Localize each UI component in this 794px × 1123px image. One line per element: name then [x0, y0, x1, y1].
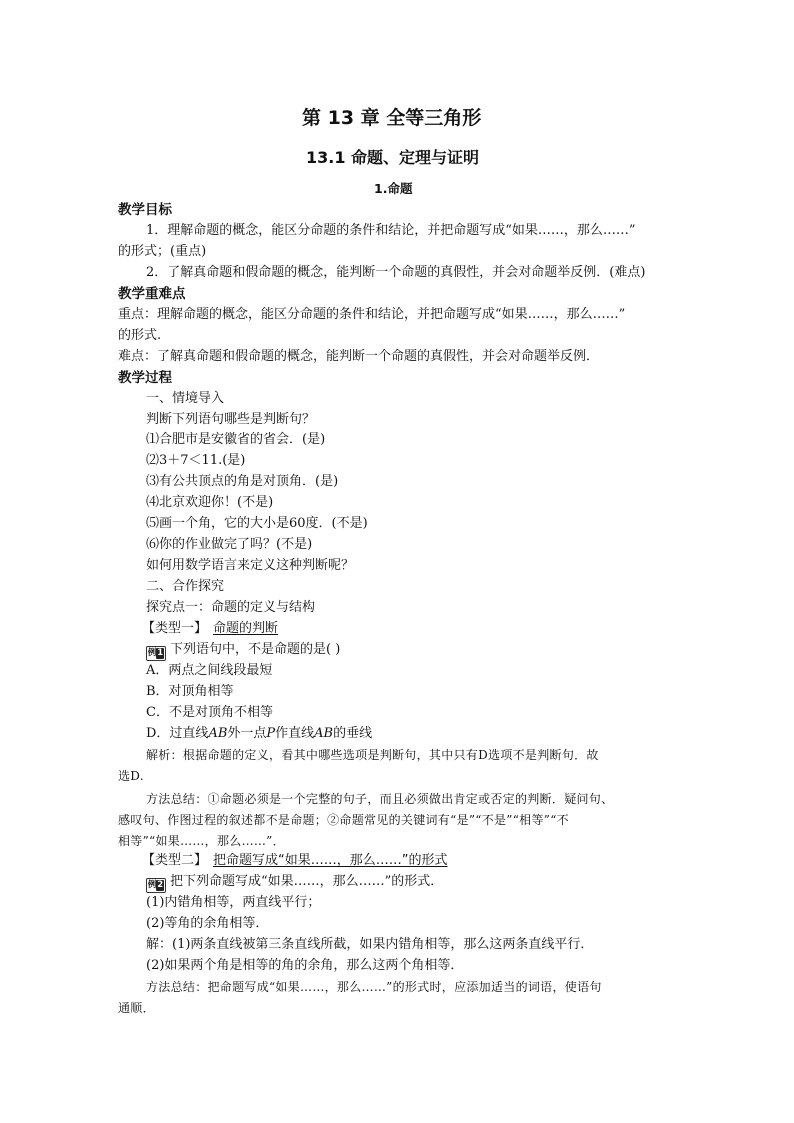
method-2-line-2: 通顺． — [118, 1001, 155, 1015]
intro-item: ⑷北京欢迎你！(不是) — [146, 495, 274, 510]
method-2-line-1: 方法总结：把命题写成“如果……，那么……”的形式时，应添加适当的词语，使语句 — [146, 980, 602, 994]
method-1-line-2: 感叹句、作图过程的叙述都不是命题；②命题常见的关键词有“是”“不是”“相等”“不 — [118, 813, 569, 827]
key-points-heading: 教学重难点 — [118, 286, 186, 302]
focus-line-1: 重点：理解命题的概念，能区分命题的条件和结论，并把命题写成“如果……，那么……” — [118, 307, 626, 322]
type-1-label: 【类型一】 — [142, 621, 208, 636]
example-1-text: 下列语句中，不是命题的是( ) — [170, 642, 341, 657]
difficulty-line: 难点：了解真命题和假命题的概念，能判断一个命题的真假性，并会对命题举反例． — [118, 349, 600, 364]
example-2 — [146, 873, 443, 893]
goal-2: 2．了解真命题和假命题的概念，能判断一个命题的真假性，并会对命题举反例．(难点) — [146, 265, 646, 280]
part-2-heading: 二、合作探究 — [146, 579, 225, 594]
example-2-item: (2)等角的余角相等． — [146, 916, 269, 931]
intro-item: ⑵3＋7＜11.(是) — [146, 453, 246, 468]
type-1-heading — [142, 620, 278, 638]
type-1-title: 命题的判断 — [213, 621, 279, 636]
analysis-line-2: 选D. — [118, 769, 144, 783]
part-1-heading: 一、情境导入 — [146, 391, 225, 406]
goal-1-line-2: 的形式；(重点) — [118, 244, 207, 259]
goals-heading: 教学目标 — [118, 202, 172, 218]
subsection-title: 1.命题 — [374, 181, 413, 196]
analysis-line-1: 解析：根据命题的定义，看其中哪些选项是判断句，其中只有D选项不是判断句．故 — [146, 748, 599, 762]
intro-question: 判断下列语句哪些是判断句？ — [146, 412, 316, 427]
type-2-label: 【类型二】 — [142, 853, 208, 868]
intro-item: ⑸画一个角，它的大小是60度．(不是) — [146, 516, 368, 531]
method-1-line-3: 相等”“如果……，那么……”． — [118, 834, 285, 848]
example-1 — [146, 641, 340, 661]
intro-item: ⑹你的作业做完了吗？(不是) — [146, 537, 313, 552]
section-title: 13.1 命题、定理与证明 — [306, 148, 480, 167]
solution-line-1: 解：(1)两条直线被第三条直线所截，如果内错角相等，那么这两条直线平行． — [146, 937, 594, 952]
intro-item: ⑴合肥市是安徽省的省会．(是) — [146, 432, 326, 447]
focus-line-2: 的形式. — [118, 328, 162, 343]
type-2-title: 把命题写成“如果……，那么……”的形式 — [213, 853, 448, 868]
example-2-badge: 例2 — [146, 878, 166, 893]
option-d: D．过直线AB外一点P作直线AB的垂线 — [146, 726, 373, 741]
option-c: C．不是对顶角不相等 — [146, 705, 273, 720]
intro-item: ⑶有公共顶点的角是对顶角．(是) — [146, 474, 339, 489]
explore-point-1: 探究点一：命题的定义与结构 — [146, 600, 316, 615]
method-1-line-1: 方法总结：①命题必须是一个完整的句子，而且必须做出肯定或否定的判断．疑问句、 — [146, 792, 614, 806]
example-2-text: 把下列命题写成“如果……，那么……”的形式． — [170, 874, 444, 889]
solution-line-2: (2)如果两个角是相等的角的余角，那么这两个角相等． — [146, 958, 464, 973]
process-heading: 教学过程 — [118, 370, 172, 386]
chapter-title: 第 13 章 全等三角形 — [302, 107, 482, 129]
example-2-item: (1)内错角相等，两直线平行； — [146, 895, 321, 910]
intro-followup: 如何用数学语言来定义这种判断呢？ — [146, 558, 355, 573]
option-b: B．对顶角相等 — [146, 684, 234, 699]
example-1-badge: 例1 — [146, 646, 166, 661]
type-2-heading — [142, 852, 448, 870]
goal-1-line-1: 1．理解命题的概念，能区分命题的条件和结论，并把命题写成“如果……，那么……” — [146, 223, 636, 238]
option-a: A．两点之间线段最短 — [146, 663, 273, 678]
